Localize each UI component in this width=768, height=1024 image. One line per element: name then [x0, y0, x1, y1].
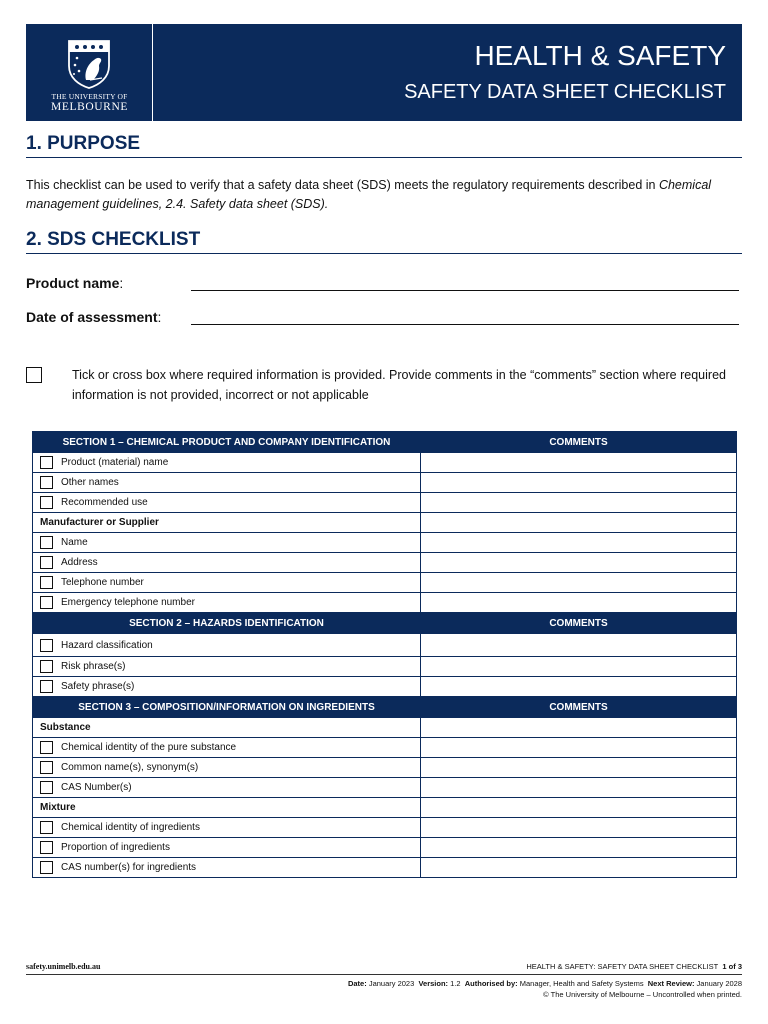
comment-cell[interactable] — [421, 513, 737, 533]
checklist-row — [33, 738, 737, 758]
logo-line-1: THE UNIVERSITY OF — [51, 92, 128, 101]
comment-cell[interactable] — [421, 453, 737, 473]
item-label: Chemical identity of ingredients — [61, 822, 200, 833]
comment-cell[interactable] — [421, 818, 737, 838]
assessment-date-colon: : — [157, 309, 162, 325]
footer-version-label: Version: — [418, 979, 449, 988]
item-checkbox[interactable] — [40, 821, 53, 834]
subsection-row — [33, 718, 737, 738]
item-checkbox[interactable] — [40, 536, 53, 549]
item-checkbox[interactable] — [40, 680, 53, 693]
item-label: Address — [61, 557, 98, 568]
item-checkbox[interactable] — [40, 741, 53, 754]
item-label: Proportion of ingredients — [61, 842, 170, 853]
comment-cell[interactable] — [421, 718, 737, 738]
section-header — [33, 613, 737, 634]
comment-cell[interactable] — [421, 657, 737, 677]
comment-cell[interactable] — [421, 738, 737, 758]
subsection-row — [33, 513, 737, 533]
item-checkbox[interactable] — [40, 596, 53, 609]
comment-cell[interactable] — [421, 778, 737, 798]
checklist-row — [33, 493, 737, 513]
comment-cell[interactable] — [421, 634, 737, 657]
checklist-row — [33, 838, 737, 858]
subsection-label: Mixture — [33, 798, 421, 818]
subsection-label: Manufacturer or Supplier — [33, 513, 421, 533]
assessment-date-input[interactable] — [191, 323, 739, 325]
subsection-row — [33, 798, 737, 818]
comment-cell[interactable] — [421, 573, 737, 593]
checklist-row — [33, 858, 737, 878]
product-name-label — [26, 275, 123, 291]
footer-divider — [26, 974, 742, 975]
item-label: Name — [61, 537, 88, 548]
checklist-row — [33, 473, 737, 493]
comment-cell[interactable] — [421, 473, 737, 493]
footer-website: safety.unimelb.edu.au — [26, 962, 101, 971]
item-label: Chemical identity of the pure substance — [61, 742, 237, 753]
checklist-row — [33, 758, 737, 778]
item-checkbox[interactable] — [40, 761, 53, 774]
section-1-title: SECTION 1 – CHEMICAL PRODUCT AND COMPANY IDENTIFICATION — [33, 432, 421, 453]
item-checkbox[interactable] — [40, 476, 53, 489]
item-checkbox[interactable] — [40, 576, 53, 589]
comment-cell[interactable] — [421, 593, 737, 613]
item-label: Risk phrase(s) — [61, 661, 126, 672]
checklist-row — [33, 778, 737, 798]
footer-metadata — [348, 979, 742, 988]
item-label: Product (material) name — [61, 457, 169, 468]
checklist-row — [33, 634, 737, 657]
footer-authorised-label: Authorised by: — [464, 979, 518, 988]
footer-doc-title-text: HEALTH & SAFETY: SAFETY DATA SHEET CHECKLIST — [526, 962, 719, 971]
comment-cell[interactable] — [421, 858, 737, 878]
item-checkbox[interactable] — [40, 556, 53, 569]
section-header — [33, 432, 737, 453]
comment-cell[interactable] — [421, 758, 737, 778]
comment-cell[interactable] — [421, 677, 737, 697]
crest-icon — [66, 38, 112, 90]
sds-checklist-table — [32, 431, 737, 878]
purpose-heading: 1. PURPOSE — [26, 133, 742, 158]
item-checkbox[interactable] — [40, 861, 53, 874]
comment-cell[interactable] — [421, 553, 737, 573]
assessment-date-label-text: Date of assessment — [26, 309, 158, 325]
purpose-paragraph — [26, 176, 742, 214]
footer-date-label: Date: — [347, 979, 367, 988]
checklist-row — [33, 553, 737, 573]
item-label: Telephone number — [61, 577, 144, 588]
product-name-input[interactable] — [191, 289, 739, 291]
assessment-date-label — [26, 309, 161, 325]
footer-copyright: © The University of Melbourne – Uncontrolled when printed. — [543, 990, 742, 999]
item-label: Common name(s), synonym(s) — [61, 762, 199, 773]
item-label: Other names — [61, 477, 119, 488]
footer-review-value: January 2028 — [696, 979, 742, 988]
logo-line-2: MELBOURNE — [51, 101, 128, 113]
subsection-label: Substance — [33, 718, 421, 738]
comment-cell[interactable] — [421, 493, 737, 513]
university-logo — [26, 24, 153, 121]
footer-authorised-value: Manager, Health and Safety Systems — [519, 979, 644, 988]
comments-header: COMMENTS — [421, 613, 737, 634]
item-label: Recommended use — [61, 497, 148, 508]
checklist-row — [33, 818, 737, 838]
comment-cell[interactable] — [421, 533, 737, 553]
footer-doc-title — [526, 962, 742, 971]
checklist-row — [33, 677, 737, 697]
item-checkbox[interactable] — [40, 456, 53, 469]
item-label: Emergency telephone number — [61, 597, 195, 608]
header-banner — [26, 24, 742, 121]
item-checkbox[interactable] — [40, 781, 53, 794]
section-3-title: SECTION 3 – COMPOSITION/INFORMATION ON INGREDIENTS — [33, 697, 421, 718]
comments-header: COMMENTS — [421, 432, 737, 453]
section-header — [33, 697, 737, 718]
item-checkbox[interactable] — [40, 841, 53, 854]
item-label: CAS Number(s) — [61, 782, 132, 793]
footer-date-value: January 2023 — [368, 979, 415, 988]
item-checkbox[interactable] — [40, 660, 53, 673]
banner-subtitle: SAFETY DATA SHEET CHECKLIST — [404, 81, 726, 103]
item-checkbox[interactable] — [40, 639, 53, 652]
comments-header: COMMENTS — [421, 697, 737, 718]
checklist-row — [33, 453, 737, 473]
checklist-row — [33, 573, 737, 593]
comment-cell[interactable] — [421, 798, 737, 818]
checklist-heading: 2. SDS CHECKLIST — [26, 229, 742, 254]
footer-version-value: 1.2 — [450, 979, 461, 988]
product-name-label-text: Product name — [26, 275, 120, 291]
section-2-title: SECTION 2 – HAZARDS IDENTIFICATION — [33, 613, 421, 634]
instruction-text: Tick or cross box where required information is provided. Provide comments in the “comments” section where required information is not provided, incorrect or not applicable — [72, 368, 726, 402]
footer-page-number: 1 of 3 — [722, 962, 742, 971]
checklist-row — [33, 533, 737, 553]
product-name-colon: : — [119, 275, 124, 291]
checklist-row — [33, 657, 737, 677]
footer-review-label: Next Review: — [647, 979, 695, 988]
purpose-text: This checklist can be used to verify that a safety data sheet (SDS) meets the regulatory requirements described in — [26, 178, 659, 192]
banner-title: HEALTH & SAFETY — [474, 40, 726, 71]
checklist-row — [33, 593, 737, 613]
item-label: Safety phrase(s) — [61, 681, 135, 692]
item-label: Hazard classification — [61, 639, 153, 651]
legend-checkbox — [26, 367, 42, 383]
item-checkbox[interactable] — [40, 496, 53, 509]
item-label: CAS number(s) for ingredients — [61, 862, 197, 873]
purpose-guideline-ref: Chemical management guidelines, 2.4. Safety data sheet (SDS). — [26, 178, 712, 211]
comment-cell[interactable] — [421, 838, 737, 858]
